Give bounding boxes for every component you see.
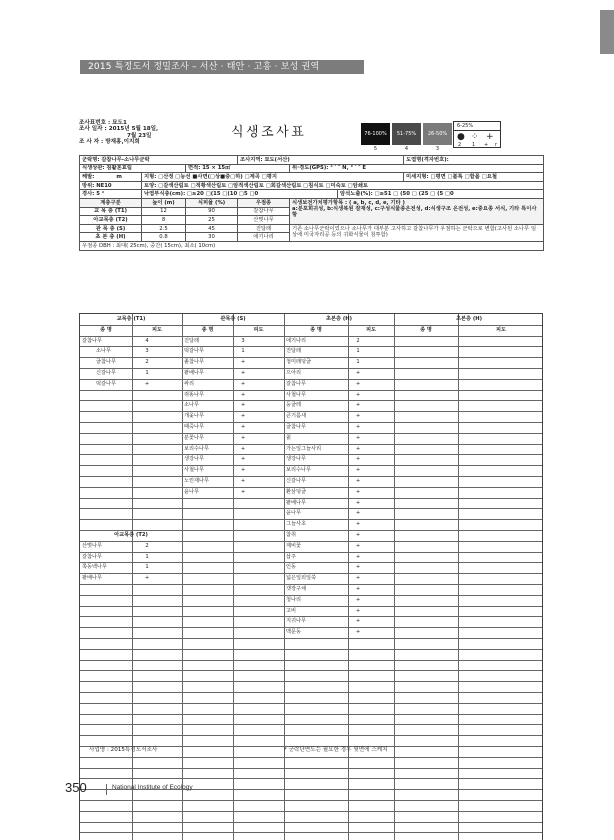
row-divider <box>80 508 542 509</box>
cover-header: 피도 <box>253 326 264 333</box>
row-divider <box>80 714 542 715</box>
row-divider <box>80 778 542 779</box>
species-cover: + <box>355 380 361 387</box>
h-header: 초본층 (H) <box>326 316 352 322</box>
rock-exposure: 암석노출(%): □≥51 □ (50 □ (25 □ (5 □0 <box>338 190 544 199</box>
cover-header: 피도 <box>365 326 377 333</box>
t1-header: 교목층 (T1) <box>116 316 146 322</box>
row-divider <box>80 487 542 488</box>
row-divider <box>80 433 542 434</box>
row-divider <box>80 703 542 704</box>
t2-header: 아교목층 (T2) <box>114 532 148 538</box>
plus-icon: + <box>486 132 494 142</box>
row-divider <box>80 530 542 531</box>
species-cover: + <box>240 359 246 366</box>
species-name: 갈참나무 <box>82 337 103 344</box>
species-name: 신갈나무 <box>96 370 117 376</box>
col-divider <box>284 314 285 840</box>
evaluation-items: a:분포희귀성, b:식생복원 잠재성, c:구성식물종온전성, d:식생구조 온전성, e:중요종 서식, 기타 특이사항 <box>292 206 537 219</box>
row-divider <box>80 498 542 499</box>
species-name: 때죽나무 <box>184 424 205 430</box>
layer-height: 12 <box>142 207 186 216</box>
species-name: 애기나리 <box>286 337 307 344</box>
layer-name: 초 본 층 (H) <box>80 233 142 242</box>
species-name: 떡갈나무 <box>184 348 205 355</box>
species-cover: + <box>355 478 361 484</box>
col-divider <box>182 314 183 840</box>
cover-symbol-label: 2 <box>458 142 462 148</box>
survey-meta <box>79 120 229 146</box>
species-name: 산벚나무 <box>82 542 103 549</box>
species-cover: + <box>355 575 361 582</box>
row-divider <box>80 368 542 369</box>
survey-date: 조사 일자 : 2015년 5월 18일, <box>79 126 159 133</box>
species-name: 굴참나무 <box>286 424 307 430</box>
species-name: 참취 <box>286 532 297 538</box>
cover-header: 피도 <box>151 326 163 333</box>
map-number: 도엽명(격자번호): <box>404 156 544 165</box>
species-name: 넓은잎외잎쑥 <box>286 575 317 582</box>
species-name: 진달래 <box>184 337 200 344</box>
row-divider <box>80 735 542 736</box>
community-name: 군락명: 갈참나무-소나무군락 <box>80 156 238 165</box>
species-cover: + <box>355 456 361 463</box>
gps-coordinates: 위·경도(GPS): ° ′ ″ N, ° ′ ″ E <box>290 164 544 173</box>
species-name: 둥굴레 <box>286 402 302 409</box>
species-cover: 2 <box>356 337 360 344</box>
species-cover: + <box>355 391 361 398</box>
cover-class-box: 76-100% <box>361 123 390 145</box>
cover-class-number: 5 <box>373 146 378 152</box>
species-name: 청미래덩굴 <box>286 359 312 366</box>
layer-height: 8 <box>142 216 186 225</box>
survey-date-2: 7월 23일 <box>127 132 152 139</box>
altitude-label: 해발: <box>82 173 95 180</box>
species-cover: 1 <box>145 553 149 560</box>
row-divider <box>80 552 542 553</box>
row-divider <box>80 724 542 725</box>
row-divider <box>80 757 542 758</box>
row-divider <box>80 454 542 455</box>
row-divider <box>80 800 542 801</box>
species-cover: + <box>355 402 361 409</box>
species-cover: + <box>240 402 246 409</box>
species-name: 쪽동백나무 <box>82 564 108 571</box>
row-divider <box>80 390 542 391</box>
layer-header: 식피율 (%) <box>186 198 238 207</box>
dominant-dbh: 우점종 DBH : 최대( 25cm), 중간( 15cm), 최소( 10cm) <box>80 241 544 250</box>
species-name: 생강나무 <box>184 456 205 463</box>
row-divider <box>80 573 542 574</box>
row-divider <box>80 638 542 639</box>
litter-layer: 낙엽부식층(cm): □≥20 □(15 □(10 □5 □0 <box>142 190 338 199</box>
species-name: 소나무 <box>96 348 112 355</box>
species-cover: + <box>240 391 246 398</box>
species-name: 윤나무 <box>286 510 302 517</box>
filled-circle-icon: ● <box>457 132 465 142</box>
surveyor: 조 사 자 : 방재홍,이지희 <box>79 139 140 146</box>
species-name: 생강나무 <box>286 456 307 463</box>
species-name: 청나리 <box>286 596 302 603</box>
layer-header: 높이 (m) <box>142 198 186 207</box>
layer-height: 2.5 <box>142 224 186 233</box>
species-name: 환삼덩굴 <box>286 488 307 495</box>
species-name: 고비 <box>286 607 297 614</box>
species-name: 진달래 <box>286 348 302 355</box>
page-number: 350 <box>65 780 87 795</box>
species-cover: + <box>355 596 361 603</box>
row-divider <box>80 768 542 769</box>
row-divider <box>80 627 542 628</box>
cover-class-legend <box>361 123 454 153</box>
species-cover: 3 <box>241 337 245 344</box>
layer-header: 계층구분 <box>80 198 142 207</box>
row-divider <box>80 692 542 693</box>
species-name-header: 종 명 <box>310 326 322 333</box>
altitude-unit: m <box>116 173 122 180</box>
survey-region: 조사지역: 묘도(서산) <box>238 156 404 165</box>
species-cover: + <box>355 510 361 517</box>
species-name: 졸참나무 <box>184 359 205 366</box>
species-cover: + <box>355 467 361 474</box>
page-banner: 2015 특정도서 정밀조사 – 서산 · 태안 · 고흥 · 보성 권역 <box>80 60 364 74</box>
cover-symbol-label: r <box>495 142 498 148</box>
species-name-header: 종 명 <box>100 326 112 333</box>
species-name: 개옻나무 <box>184 413 205 420</box>
species-name: 가는잎그늘사리 <box>286 445 322 452</box>
species-cover: 1 <box>356 348 360 355</box>
layer-cover: 45 <box>186 224 238 233</box>
row-divider <box>80 346 542 347</box>
species-cover: 1 <box>241 348 245 355</box>
species-name: 싸리 <box>184 380 195 387</box>
cover-class-number: 4 <box>404 146 409 152</box>
row-divider <box>80 444 542 445</box>
cover-symbol-label: + <box>484 142 489 148</box>
row-divider <box>80 832 542 833</box>
species-cover: + <box>355 434 361 441</box>
species-name: 노린재나무 <box>184 478 210 484</box>
layer-dominant: 진달래 <box>238 224 290 233</box>
col-divider <box>458 314 459 840</box>
species-cover: + <box>355 629 361 636</box>
species-cover: 4 <box>145 337 149 344</box>
layer-name: 교 목 층 (T1) <box>80 207 142 216</box>
layer-dominant: 갈참나무 <box>238 207 290 216</box>
species-cover: + <box>240 445 246 452</box>
micro-terrain: 미세지형: □평면 □볼록 □함몰 □요철 <box>404 173 544 182</box>
vegetation-physiognomy: 식생상관: 침활혼효림 <box>80 164 186 173</box>
slope: 경사: 5 ° <box>80 190 142 199</box>
species-name: 큰기름새 <box>286 413 307 420</box>
species-cover: + <box>355 424 361 430</box>
species-cover: + <box>240 478 246 484</box>
cover-symbol-label: 1 <box>472 142 476 148</box>
species-name: 맥문동 <box>286 629 302 636</box>
species-cover: 1 <box>145 564 149 571</box>
species-name-header: 종 명 <box>201 326 214 333</box>
species-name: 보리수나무 <box>184 445 210 452</box>
species-name: 윤나무 <box>184 488 200 495</box>
institute-name: National Institute of Ecology <box>112 784 193 791</box>
row-divider <box>80 616 542 617</box>
species-cover: + <box>355 499 361 506</box>
plot-area: 면적: 15 × 15㎡ <box>186 164 290 173</box>
species-name: 굴참나무 <box>96 359 117 366</box>
species-cover: + <box>355 607 361 614</box>
species-name: 팥배나무 <box>184 370 205 376</box>
row-divider <box>80 670 542 671</box>
cover-class-box: 26-50% <box>423 123 452 145</box>
species-cover: 2 <box>145 359 149 366</box>
species-cover: + <box>240 370 246 376</box>
species-cover: + <box>355 521 361 528</box>
species-cover: 2 <box>145 542 149 549</box>
species-cover: + <box>240 424 246 430</box>
layer-cover: 90 <box>186 207 238 216</box>
species-cover: + <box>240 456 246 463</box>
row-divider <box>80 465 542 466</box>
layer-height: 0.8 <box>142 233 186 242</box>
species-cover: + <box>240 488 246 495</box>
species-cover: + <box>355 370 361 376</box>
species-cover: 1 <box>145 370 149 376</box>
row-divider <box>80 811 542 812</box>
layer-dominant: 산벚나무 <box>238 216 290 225</box>
aspect: 방위: NE10 <box>80 181 142 190</box>
species-name: 사철나무 <box>184 467 205 474</box>
row-divider <box>80 562 542 563</box>
species-cover: + <box>355 618 361 625</box>
remarks: 기존 소나무군락이었으나 소나무가 대부분 고사하고 갈참나무가 우점하는 군락으로 변함(고사된 소나무 임상에 미국자리공 등의 귀화식물이 침투함) <box>290 224 544 241</box>
species-name: 칡 <box>286 434 292 441</box>
species-cover: + <box>240 380 246 387</box>
species-name: 삽주 <box>286 553 297 560</box>
species-cover: + <box>355 542 361 549</box>
row-divider <box>80 649 542 650</box>
layer-header: 우점종 <box>238 198 290 207</box>
row-divider <box>80 541 542 542</box>
row-divider <box>80 822 542 823</box>
project-name: 사업명 : 2015특정도서조사 <box>89 747 158 753</box>
species-name: 으아리 <box>286 370 302 376</box>
species-name: 팥배나무 <box>286 499 307 506</box>
cover-class-number: 3 <box>435 146 440 152</box>
cover-class <box>392 123 421 153</box>
evaluation-title: 식생보전가치평가항목 : ( a, b, c, d, e, 기타 ) <box>292 199 405 206</box>
species-cover: + <box>355 413 361 420</box>
species-cover: + <box>355 532 361 538</box>
species-cover: 1 <box>356 359 360 366</box>
species-cover: 3 <box>145 348 149 355</box>
page-tab-marker <box>600 10 614 54</box>
species-cover: + <box>144 380 150 387</box>
row-divider <box>80 357 542 358</box>
species-name: 지귀나무 <box>286 618 307 625</box>
species-name-header: 종 명 <box>420 326 432 333</box>
cover-symbol-legend <box>453 121 501 148</box>
species-name: 그늘사초 <box>286 521 307 528</box>
species-name: 갈참나무 <box>286 380 307 387</box>
layer-name: 관 목 층 (S) <box>80 224 142 233</box>
species-name: 소나무 <box>184 402 200 409</box>
species-cover: + <box>355 488 361 495</box>
row-divider <box>80 681 542 682</box>
s-header: 관목층 (S) <box>220 316 246 322</box>
terrain: 지형: □산정 □능선 ■사면(□상■중□하) □계곡 □평지 <box>142 173 404 182</box>
h2-header: 초본층 (H) <box>456 316 482 322</box>
species-cover: + <box>355 445 361 452</box>
layer-cover: 30 <box>186 233 238 242</box>
row-divider <box>80 519 542 520</box>
species-name: 제비꽃 <box>286 542 302 549</box>
species-table <box>79 313 543 840</box>
survey-number: 조사표번호 : 묘도1 <box>79 120 127 126</box>
page-separator <box>106 784 107 795</box>
evaluation-cell <box>290 198 544 224</box>
species-name: 떡갈나무 <box>96 380 117 387</box>
species-name: 팥배나무 <box>82 575 103 582</box>
species-name: 사철나무 <box>286 391 307 398</box>
site-info-table <box>79 155 544 251</box>
col-divider <box>394 314 395 840</box>
species-name: 신갈나무 <box>286 478 307 484</box>
species-cover: + <box>355 564 361 571</box>
row-divider <box>80 400 542 401</box>
species-name: 인동 <box>286 564 297 571</box>
altitude <box>80 173 142 182</box>
species-name: 갈참나무 <box>82 553 103 560</box>
row-divider <box>80 606 542 607</box>
dots-icon: ⁘ <box>471 132 479 142</box>
layer-dominant: 애기나리 <box>238 233 290 242</box>
cover-class <box>361 123 390 153</box>
species-cover: + <box>144 575 150 582</box>
row-divider <box>80 422 542 423</box>
soil-type: 토양: □갈색산림토 □적황색산림토 □암적색산림토 □회갈색산림토 □침식토 □미숙토 □암쇄토 <box>142 181 544 190</box>
row-divider <box>80 379 542 380</box>
row-divider <box>80 660 542 661</box>
form-title: 식생조사표 <box>231 125 307 140</box>
row-divider <box>80 584 542 585</box>
species-cover: + <box>355 586 361 592</box>
row-divider <box>80 411 542 412</box>
layer-name: 아교목층 (T2) <box>80 216 142 225</box>
species-cover: + <box>355 553 361 560</box>
cover-pct-label: 6-25% <box>454 122 500 131</box>
species-cover: + <box>240 467 246 474</box>
species-cover: + <box>240 413 246 420</box>
cover-header: 피도 <box>495 326 507 333</box>
species-name: 분꽃나무 <box>184 434 205 441</box>
species-name: 보리수나무 <box>286 467 312 474</box>
cover-class-box: 51-75% <box>392 123 421 145</box>
species-cover: + <box>240 434 246 441</box>
species-name: 쥐똥나무 <box>184 391 205 398</box>
layer-cover: 25 <box>186 216 238 225</box>
row-divider <box>80 595 542 596</box>
row-divider <box>80 476 542 477</box>
sketch-note: * 군락단면도는 필요한 경우 뒷면에 스케치 <box>284 747 388 753</box>
species-name: 갯장구채 <box>286 586 307 592</box>
cover-class <box>423 123 452 153</box>
